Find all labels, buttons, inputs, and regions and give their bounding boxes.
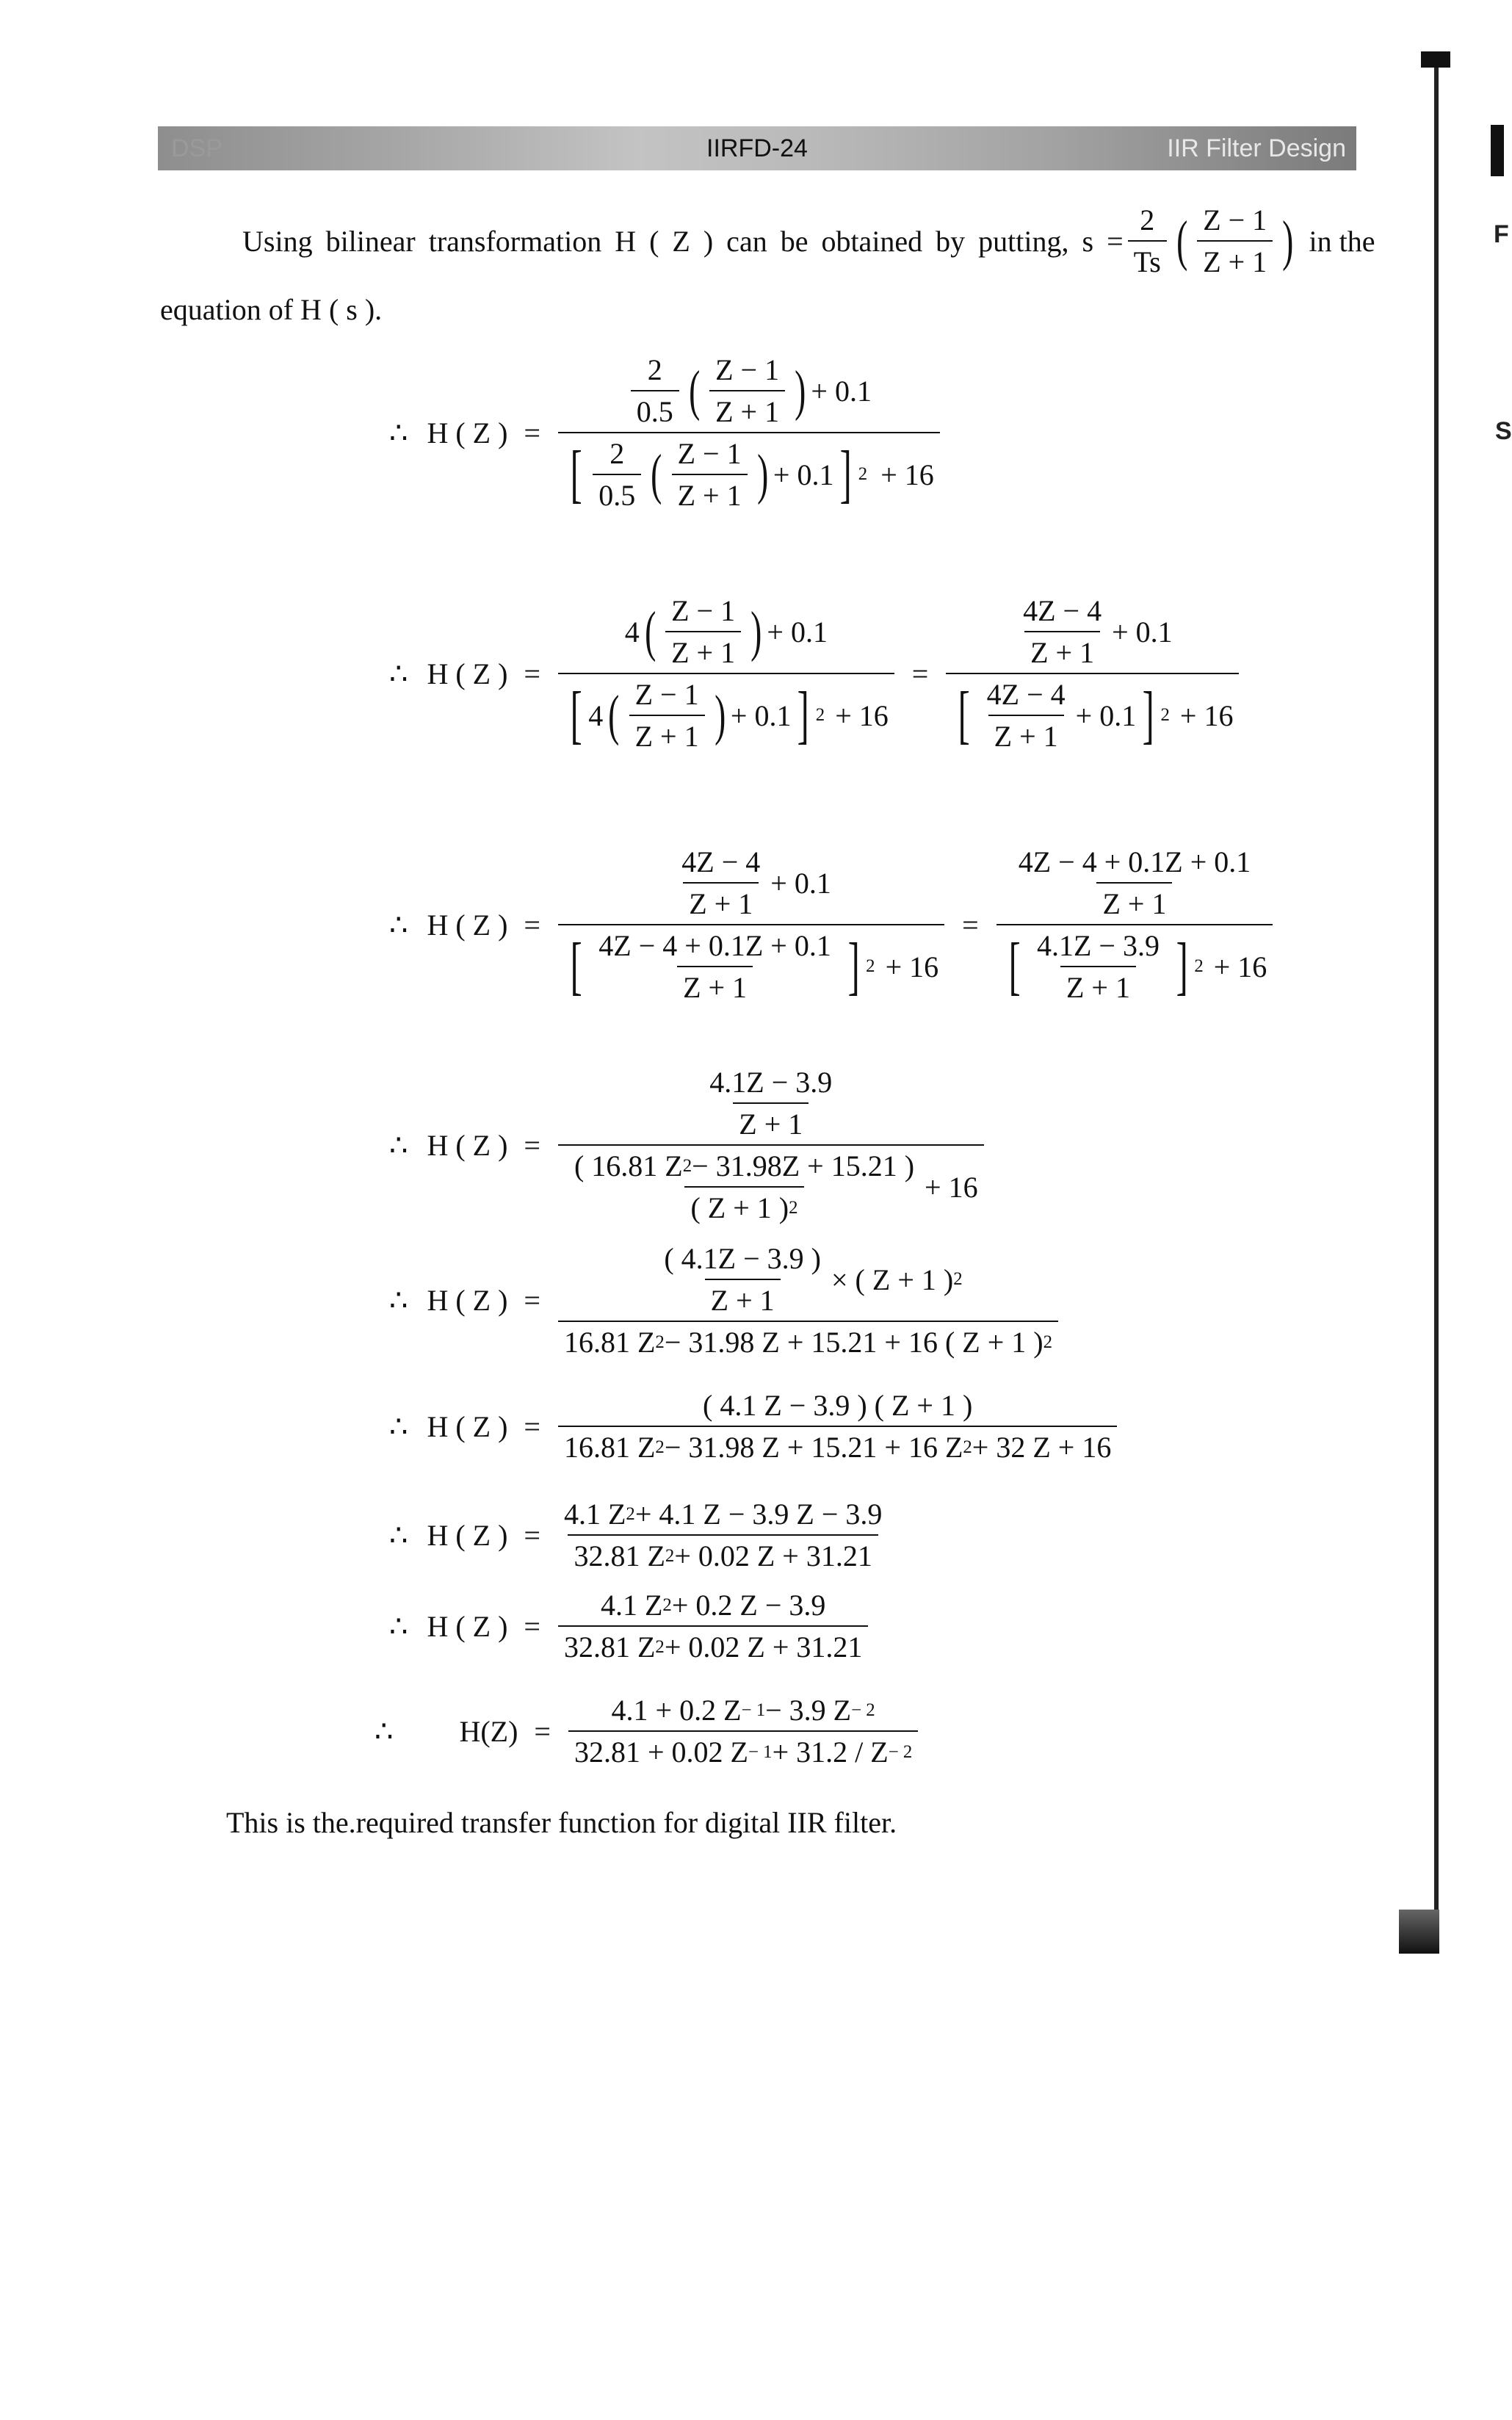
simplified-numerator: 4.1Z − 3.9 (1037, 929, 1160, 962)
two: 2 (647, 353, 662, 386)
header-left-text: DSP (171, 134, 223, 162)
equals-sign: = (911, 657, 929, 690)
bracket-close: ] (847, 930, 860, 1002)
numerator (665, 845, 837, 924)
z-plus-1: Z + 1 (629, 715, 705, 754)
square-exponent: 2 (953, 1269, 963, 1289)
denominator (568, 1534, 878, 1573)
plus-constant: + 0.1 (773, 458, 834, 491)
bracket-open: [ (958, 679, 971, 751)
binding-edge-foot (1399, 1910, 1439, 1954)
denominator (996, 924, 1273, 1005)
plus-sixteen: + 16 (880, 458, 934, 491)
therefore-symbol: ∴ (389, 908, 408, 942)
inner-fraction (1031, 928, 1165, 1005)
numerator (619, 593, 833, 673)
equation-lhs: H ( Z ) (427, 1409, 508, 1443)
paren-close: ) (795, 359, 806, 422)
quadratic-lead: ( 16.81 Z (574, 1149, 683, 1182)
equation-step-9 (375, 1693, 922, 1769)
equation-lhs: H ( Z ) (427, 416, 508, 449)
ratio-numerator: Z − 1 (1203, 203, 1267, 236)
step-7-fraction (558, 1497, 888, 1573)
exponent-minus-2: − 2 (851, 1700, 875, 1720)
plus-constant: + 0.1 (1112, 615, 1173, 649)
equals-sign: = (962, 908, 979, 942)
z-ratio (629, 677, 705, 754)
square-exponent: 2 (626, 1503, 635, 1524)
den-lead: 16.81 Z (563, 1326, 656, 1359)
equals-sign: = (524, 1609, 540, 1643)
paren-close: ) (756, 443, 768, 505)
num-a: 4.1 Z (563, 1498, 626, 1531)
intro-line-1 (242, 203, 1375, 279)
equation-lhs: H ( Z ) (427, 657, 508, 690)
square-exponent: 2 (655, 1332, 665, 1352)
denominator (558, 1625, 868, 1664)
inner-fraction (593, 928, 837, 1005)
denominator (558, 673, 894, 754)
paren-open: ( (651, 443, 662, 505)
den-b: + 31.2 / Z (772, 1735, 889, 1769)
square-exponent: 2 (682, 1155, 692, 1176)
quadratic-tail: − 31.98Z + 15.21 ) (692, 1149, 915, 1182)
square-exponent: 2 (815, 705, 825, 725)
denominator (558, 1321, 1058, 1359)
plus-constant: + 0.1 (811, 374, 872, 408)
z-plus-1: Z + 1 (672, 474, 748, 513)
therefore-symbol: ∴ (389, 416, 408, 449)
inner-fraction (676, 845, 766, 921)
square-exponent: 2 (655, 1636, 665, 1657)
bracket-open: [ (570, 438, 582, 510)
numerator (693, 1065, 848, 1144)
paren-close: ) (714, 684, 726, 746)
plus-constant: + 0.1 (1075, 698, 1137, 732)
denominator (558, 924, 944, 1005)
numerator (1002, 845, 1267, 924)
bracket-open: [ (570, 930, 582, 1002)
square-exponent: 2 (655, 1437, 665, 1457)
z-plus-1: Z + 1 (705, 1279, 781, 1318)
z-minus-1: Z − 1 (671, 594, 736, 627)
s-coefficient-numerator: 2 (1140, 203, 1155, 236)
z-minus-1: Z − 1 (634, 678, 699, 711)
square-exponent: 2 (866, 956, 875, 976)
next-page-edge-letter-1: F (1494, 220, 1509, 248)
den-a: 32.81 Z (574, 1539, 665, 1572)
equals-sign: = (524, 1518, 540, 1552)
bracket-close: ] (797, 679, 810, 751)
plus-sixteen: + 16 (885, 950, 939, 983)
step-3-fraction-a (558, 845, 944, 1005)
paren-open: ( (688, 359, 701, 422)
z-plus-1: Z + 1 (988, 715, 1064, 754)
z-minus-1: Z − 1 (715, 353, 780, 386)
grouped-numerator: ( 4.1Z − 3.9 ) (664, 1242, 821, 1275)
equation-lhs: H(Z) (459, 1714, 518, 1748)
therefore-symbol: ∴ (389, 1609, 408, 1643)
z-ratio (665, 593, 741, 670)
num-a: 4.1 + 0.2 Z (611, 1694, 742, 1727)
plus-constant: + 0.1 (730, 698, 792, 732)
plus-sixteen: + 16 (1213, 950, 1267, 983)
therefore-symbol: ∴ (389, 1518, 408, 1552)
equation-step-2 (389, 593, 1243, 754)
inner-fraction (1013, 845, 1257, 921)
equals-sign: = (524, 416, 540, 449)
intro-text-end: in the (1309, 224, 1375, 258)
equation-step-7 (389, 1497, 892, 1573)
numerator (558, 1497, 888, 1534)
paren-open: ( (1176, 209, 1188, 272)
equation-lhs: H ( Z ) (427, 1518, 508, 1552)
equation-lhs: H ( Z ) (427, 908, 508, 942)
equals-sign: = (524, 1409, 540, 1443)
four: 4 (624, 615, 640, 649)
square-exponent: 2 (1194, 956, 1204, 976)
num-b: + 0.2 Z − 3.9 (671, 1589, 826, 1622)
two-over-half (593, 436, 641, 513)
two-over-half (631, 353, 679, 429)
bracket-close: ] (1176, 930, 1188, 1002)
square-exponent: 2 (1160, 705, 1170, 725)
therefore-symbol: ∴ (389, 1284, 408, 1317)
square-exponent: 2 (1043, 1332, 1052, 1352)
intro-text-start: Using bilinear transformation H ( Z ) can be obtained by putting, s = (242, 224, 1124, 258)
z-plus-1: Z + 1 (1024, 631, 1100, 670)
numerator (595, 1588, 831, 1625)
denominator (568, 1730, 918, 1769)
s-coefficient-denominator: Ts (1128, 240, 1167, 279)
denominator (946, 673, 1239, 754)
denominator (558, 1144, 984, 1225)
z-minus-1: Z − 1 (677, 437, 742, 470)
therefore-symbol: ∴ (389, 1409, 408, 1443)
bracket-open: [ (1008, 930, 1021, 1002)
intro-line-2: equation of H ( s ). (160, 293, 383, 326)
squared-denominator (684, 1186, 803, 1225)
exponent-minus-2: − 2 (888, 1741, 913, 1762)
four: 4 (588, 698, 604, 732)
next-page-edge-mark (1491, 125, 1504, 176)
step-3-fraction-b (996, 845, 1273, 1005)
step-5-fraction (558, 1241, 1058, 1359)
inner-fraction (1017, 593, 1107, 670)
equation-lhs: H ( Z ) (427, 1128, 508, 1162)
den-a: 32.81 Z (563, 1630, 656, 1664)
four-z-minus-four: 4Z − 4 (986, 678, 1066, 711)
paren-close: ) (1282, 209, 1294, 272)
square-exponent: 2 (665, 1545, 675, 1566)
paren-open: ( (644, 600, 656, 662)
step-6-fraction (558, 1388, 1117, 1464)
equals-sign: = (524, 1284, 540, 1317)
equation-step-1 (389, 353, 944, 513)
equation-lhs: H ( Z ) (427, 1284, 508, 1317)
step-8-fraction (558, 1588, 868, 1664)
exponent-minus-1: − 1 (741, 1700, 766, 1720)
bracket-close: ] (840, 438, 853, 510)
z-plus-1: Z + 1 (665, 631, 741, 670)
header-page-number: IIRFD-24 (706, 134, 808, 162)
num-b: + 4.1 Z − 3.9 Z − 3.9 (634, 1498, 883, 1531)
step-4-fraction (558, 1065, 984, 1225)
inner-fraction (658, 1241, 827, 1318)
z-ratio (672, 436, 748, 513)
den-tail: − 31.98 Z + 15.21 + 16 ( Z + 1 ) (664, 1326, 1043, 1359)
step-9-fraction (568, 1693, 918, 1769)
equals-sign: = (524, 1128, 540, 1162)
therefore-symbol: ∴ (375, 1714, 394, 1748)
den-b: − 31.98 Z + 15.21 + 16 Z (664, 1431, 963, 1464)
plus-sixteen: + 16 (835, 698, 889, 732)
den-c: + 32 Z + 16 (972, 1431, 1112, 1464)
step-2-fraction-a (558, 593, 894, 754)
inner-fraction (703, 1065, 838, 1141)
binding-edge-cap (1421, 51, 1450, 68)
square-exponent: 2 (789, 1197, 798, 1218)
four-z-minus-four: 4Z − 4 (681, 845, 761, 878)
paren-open: ( (608, 684, 620, 746)
four-z-minus-four: 4Z − 4 (1023, 594, 1102, 627)
binding-edge-line (1434, 51, 1439, 1954)
bracket-open: [ (570, 679, 582, 751)
square-exponent: 2 (858, 464, 868, 484)
simplified-numerator: 4.1Z − 3.9 (709, 1066, 833, 1099)
num-a: 4.1 Z (600, 1589, 663, 1622)
exponent-minus-1: − 1 (748, 1741, 773, 1762)
therefore-symbol: ∴ (389, 1128, 408, 1162)
equation-step-8 (389, 1588, 872, 1664)
equation-step-3 (389, 845, 1277, 1005)
plus-constant: + 0.1 (767, 615, 828, 649)
conclusion-text: This is the.required transfer function for digital IIR filter. (226, 1806, 897, 1839)
z-plus-1: Z + 1 (733, 1102, 809, 1141)
equation-step-4 (389, 1065, 988, 1225)
expanded-numerator: 4Z − 4 + 0.1Z + 0.1 (1018, 845, 1251, 878)
square-exponent: 2 (963, 1437, 972, 1457)
step-2-fraction-b (946, 593, 1239, 754)
denominator (558, 1426, 1117, 1464)
step-1-denominator (558, 432, 940, 513)
bracket-close: ] (1142, 679, 1154, 751)
plus-sixteen: + 16 (925, 1170, 978, 1204)
z-plus-1: Z + 1 (677, 966, 753, 1005)
equation-step-5 (389, 1241, 1063, 1359)
equals-sign: = (534, 1714, 551, 1748)
next-page-edge-letter-2: S (1495, 417, 1512, 445)
s-coefficient-fraction (1128, 203, 1167, 279)
half: 0.5 (631, 390, 679, 429)
z-plus-1: Z + 1 (709, 390, 785, 429)
equals-sign: = (524, 657, 540, 690)
equation-step-6 (389, 1388, 1121, 1464)
inner-fraction (568, 1149, 920, 1225)
half: 0.5 (593, 474, 641, 513)
two: 2 (609, 437, 625, 470)
expanded-numerator: 4Z − 4 + 0.1Z + 0.1 (598, 929, 831, 962)
numerator (1007, 593, 1179, 673)
square-exponent: 2 (662, 1594, 672, 1615)
times-z-plus-1: × ( Z + 1 ) (831, 1263, 954, 1296)
product-numerator: ( 4.1 Z − 3.9 ) ( Z + 1 ) (703, 1389, 973, 1422)
step-1-fraction (558, 353, 940, 513)
step-1-numerator (621, 353, 878, 432)
z-ratio (709, 353, 785, 429)
z-plus-1: Z + 1 (1096, 882, 1172, 921)
inner-fraction (981, 677, 1071, 754)
z-plus-1: Z + 1 (1060, 966, 1136, 1005)
running-header (158, 126, 1356, 170)
plus-sixteen: + 16 (1179, 698, 1234, 732)
den-a: 32.81 + 0.02 Z (574, 1735, 748, 1769)
ratio-denominator: Z + 1 (1197, 240, 1273, 279)
bilinear-ratio (1197, 203, 1273, 279)
numerator (606, 1693, 881, 1730)
paren-close: ) (750, 600, 762, 662)
den-a: 16.81 Z (563, 1431, 656, 1464)
equals-sign: = (524, 908, 540, 942)
den-b: + 0.02 Z + 31.21 (674, 1539, 872, 1572)
z-plus-1: Z + 1 (683, 882, 759, 921)
therefore-symbol: ∴ (389, 657, 408, 690)
den-b: + 0.02 Z + 31.21 (664, 1630, 863, 1664)
numerator (648, 1241, 968, 1321)
quadratic-numerator (568, 1149, 920, 1186)
num-b: − 3.9 Z (765, 1694, 852, 1727)
header-right-text: IIR Filter Design (1167, 134, 1346, 162)
plus-constant: + 0.1 (770, 866, 831, 900)
equation-lhs: H ( Z ) (427, 1609, 508, 1643)
z-plus-1-group: ( Z + 1 ) (690, 1191, 789, 1224)
